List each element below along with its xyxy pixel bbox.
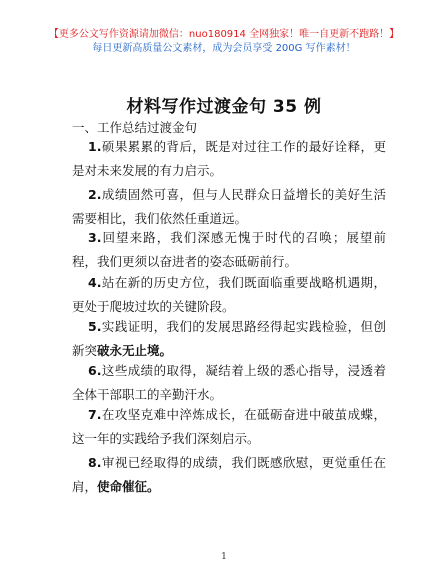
list-item <box>72 451 386 499</box>
item-text: 这些成绩的取得，凝结着上级的悉心指导，浸透着全体干部职工的辛勤汗水。 <box>72 363 386 402</box>
item-text: 实践证明，我们的发展思路经得起实践检验，但创新突 <box>72 319 386 358</box>
item-number: 5. <box>88 319 102 334</box>
item-number: 8. <box>88 455 102 470</box>
page-number: 1 <box>221 552 227 562</box>
item-number: 7. <box>88 407 102 422</box>
item-number: 3. <box>88 230 102 245</box>
item-bold-tail: 破永无止境。 <box>97 343 173 358</box>
item-number: 2. <box>88 187 102 202</box>
item-number: 4. <box>88 275 102 290</box>
item-text: 硕果累累的背后，既是对过往工作的最好诠释，更是对未来发展的有力启示。 <box>72 139 386 178</box>
item-text: 审视已经取得的成绩，我们既感欣慰，更觉重任在肩， <box>72 455 386 494</box>
list-item <box>72 183 386 231</box>
promo-banner <box>0 28 448 56</box>
item-text: 成绩固然可喜，但与人民群众日益增长的美好生活需要相比，我们依然任重道远。 <box>72 187 386 226</box>
item-text: 站在新的历史方位，我们既面临重要战略机遇期，更处于爬坡过坎的关键阶段。 <box>72 275 386 314</box>
section-heading: 一、工作总结过渡金句 <box>72 120 198 135</box>
list-item <box>72 135 386 183</box>
item-number: 1. <box>88 139 102 154</box>
item-text: 在攻坚克难中淬炼成长，在砥砺奋进中破茧成蝶，这一年的实践给予我们深刻启示。 <box>72 407 386 446</box>
document-title: 材料写作过渡金句 35 例 <box>126 97 322 117</box>
promo-line-wechat: 【更多公文写作资源请加微信：nuo180914 全网独家！唯一自更新不跑路！】 <box>48 29 400 40</box>
list-item <box>72 315 386 363</box>
promo-line-membership: 每日更新高质量公文素材，成为会员享受 200G 写作素材！ <box>92 43 356 54</box>
item-bold-tail: 使命催征。 <box>97 479 160 494</box>
list-item <box>72 359 386 407</box>
list-item <box>72 403 386 451</box>
list-item <box>72 226 386 274</box>
item-number: 6. <box>88 363 102 378</box>
list-item <box>72 271 386 319</box>
item-text: 回望来路，我们深感无愧于时代的召唤；展望前程，我们更须以奋进者的姿态砥砺前行。 <box>72 230 386 269</box>
